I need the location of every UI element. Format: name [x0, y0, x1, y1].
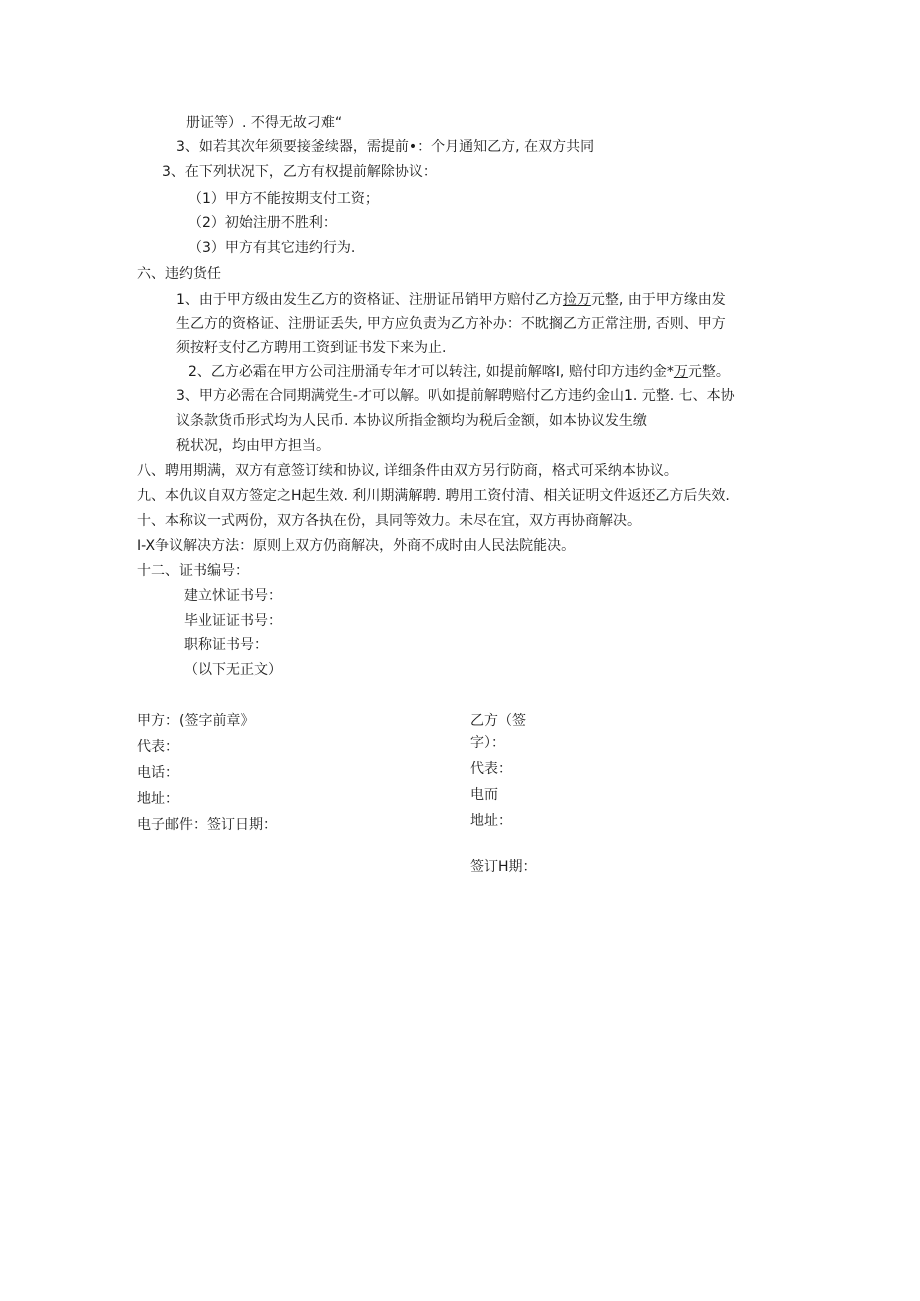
- party-b-date: 签订H期：: [470, 859, 537, 875]
- text-line: 生乙方的资格证、注册证丢失, 甲方应负责为乙方补办：不眈搁乙方正常注册, 否则、甲方: [176, 316, 726, 332]
- party-a-label: 甲方：(签字前章》: [137, 713, 255, 729]
- party-b-rep: 代表：: [470, 761, 512, 777]
- amount-blank: 捡万: [562, 292, 591, 308]
- party-b-phone: 电而: [470, 787, 498, 803]
- text-segment: 2、乙方必霜在甲方公司注册涌专年才可以转注, 如提前解喀I, 赔付印方违约金*: [188, 364, 674, 380]
- text-line: 3、如若其次年须要接釜续器，需提前•：个月通知乙方, 在双方共同: [176, 139, 595, 155]
- certificate-field: 建立怵证书号：: [184, 588, 282, 604]
- list-item: （1）甲方不能按期支付工资；: [188, 191, 379, 207]
- text-line: [176, 290, 726, 310]
- list-item: （3）甲方有其它违约行为.: [188, 240, 356, 256]
- amount-blank: 万: [673, 364, 688, 380]
- text-line: 税状况，均由甲方担当。: [176, 438, 330, 454]
- text-segment: 元整。: [687, 364, 730, 380]
- text-line: 议条款货币形式均为人民币. 本协议所指金额均为税后金额，如本协议发生缴: [176, 413, 647, 429]
- text-line: 册证等）. 不得无故刁难“: [186, 115, 343, 131]
- party-b-label: 乙方（签: [470, 713, 526, 729]
- party-a-phone: 电话：: [137, 765, 179, 781]
- section-heading: 六、违约货任: [137, 266, 221, 282]
- certificate-field: 毕业证证书号：: [184, 613, 282, 629]
- party-a-email-date: 电子邮件：签订日期：: [137, 817, 277, 833]
- party-b-address: 地址：: [470, 813, 512, 829]
- party-a-address: 地址：: [137, 791, 179, 807]
- section-heading: 十二、证书编号：: [137, 563, 249, 579]
- party-b-label-cont: 字）：: [470, 735, 505, 751]
- section-heading: 八、聘用期满，双方有意签订续和协议, 详细条件由双方另行防商，格式可采纳本协议。: [137, 463, 678, 479]
- text-line: 须按籽支付乙方聘用工资到证书发下来为止.: [176, 340, 447, 356]
- section-heading: I-X争议解决方法：原则上双方仍商解决，外商不成时由人民法院能决。: [137, 538, 576, 554]
- text-line: 3、在下列状况下，乙方有权提前解除协议：: [162, 164, 437, 180]
- section-heading: 十、本称议一式两份，双方各执在份，具同等效力。未尽在宜，双方再协商解决。: [137, 513, 641, 529]
- party-a-rep: 代表：: [137, 739, 179, 755]
- section-heading: 九、本仇议自双方签定之H起生效. 利川期满解聘. 聘用工资付清、相关证明文件返还乙方后失效.: [137, 488, 730, 504]
- text-line: [188, 362, 730, 382]
- list-item: （2）初始注册不胜利：: [188, 215, 337, 231]
- text-segment: 1、由于甲方级由发生乙方的资格证、注册证吊销甲方赔付乙方: [176, 292, 563, 308]
- end-note: （以下无正文）: [184, 662, 282, 678]
- text-segment: 元整, 由于甲方缘由发: [590, 292, 726, 308]
- certificate-field: 职称证书号：: [184, 637, 268, 653]
- text-line: 3、甲方必需在合同期满党生-才可以解。叭如提前解聘赔付乙方违约金山1. 元整. 七、本协: [176, 388, 735, 404]
